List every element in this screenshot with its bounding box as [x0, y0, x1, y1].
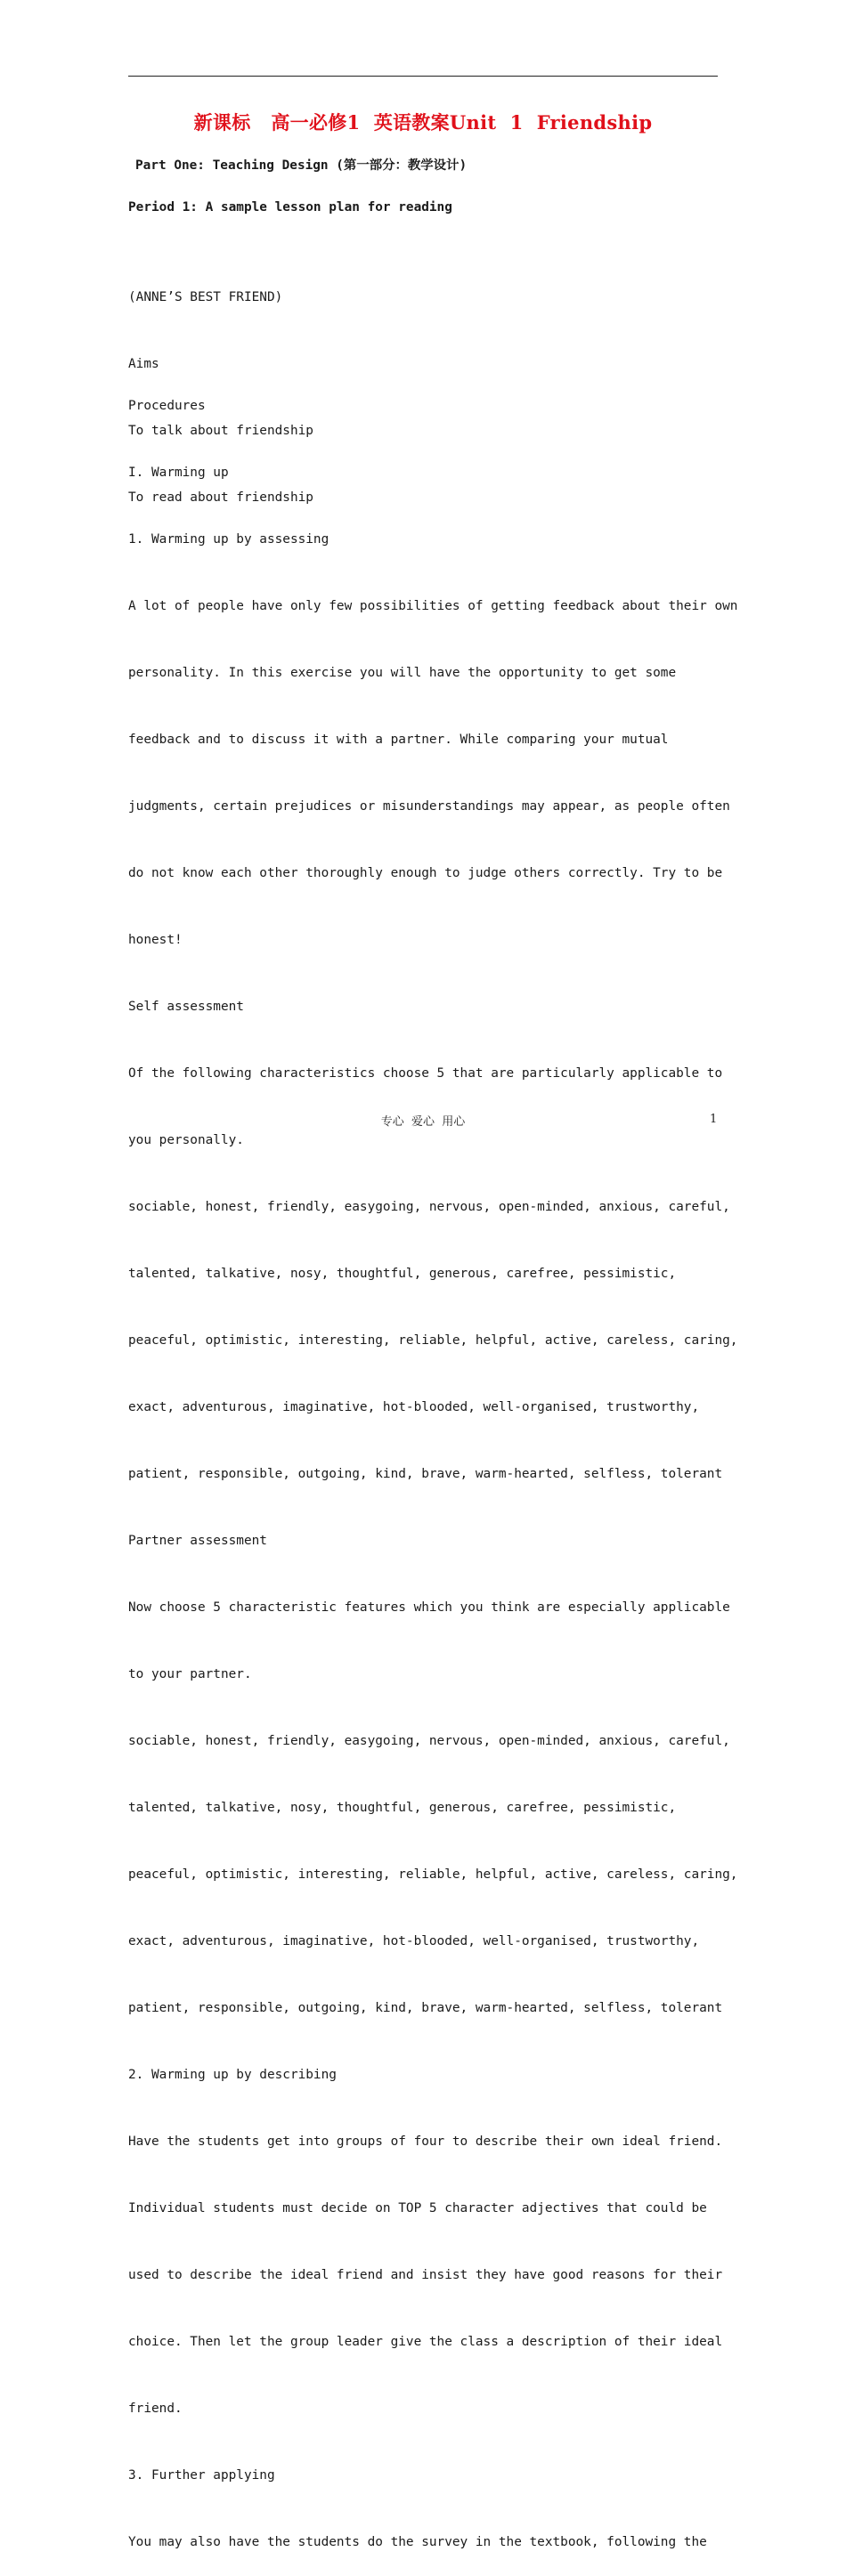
document-title: 新课标 高一必修1 英语教案Unit 1 Friendship	[193, 111, 653, 134]
text-line: Self assessment	[128, 1000, 244, 1014]
text-line: to your partner.	[128, 1667, 252, 1681]
text-line: A lot of people have only few possibilities of getting feedback about their own	[128, 599, 738, 613]
text-line: peaceful, optimistic, interesting, reliable, helpful, active, careless, caring,	[128, 1867, 738, 1882]
text-line: Of the following characteristics choose 5 that are particularly applicable to	[128, 1066, 723, 1081]
text-line: talented, talkative, nosy, thoughtful, generous, carefree, pessimistic,	[128, 1267, 677, 1281]
text-line: talented, talkative, nosy, thoughtful, generous, carefree, pessimistic,	[128, 1801, 677, 1815]
text-line: sociable, honest, friendly, easygoing, nervous, open-minded, anxious, careful,	[128, 1200, 730, 1214]
text-line: do not know each other thoroughly enough to judge others correctly. Try to be	[128, 866, 723, 880]
part-heading: Part One: Teaching Design (第一部分：教学设计)	[135, 158, 468, 173]
text-line: you personally.	[128, 1133, 244, 1147]
text-line: judgments, certain prejudices or misunderstandings may appear, as people often	[128, 799, 730, 814]
text-line: choice. Then let the group leader give the class a description of their ideal	[128, 2335, 723, 2349]
text-line: peaceful, optimistic, interesting, reliable, helpful, active, careless, caring,	[128, 1333, 738, 1348]
text-line: 2. Warming up by describing	[128, 2068, 337, 2082]
text-line: patient, responsible, outgoing, kind, brave, warm-hearted, selfless, tolerant	[128, 2001, 723, 2015]
text-line: Aims	[128, 357, 159, 371]
text-line: exact, adventurous, imaginative, hot-blooded, well-organised, trustworthy,	[128, 1400, 700, 1414]
text-line: I. Warming up	[128, 466, 229, 480]
text-line: Now choose 5 characteristic features which you think are especially applicable	[128, 1600, 730, 1615]
header-rule	[128, 76, 718, 77]
text-line: sociable, honest, friendly, easygoing, nervous, open-minded, anxious, careful,	[128, 1734, 730, 1748]
text-line: Partner assessment	[128, 1534, 267, 1548]
procedures-block	[128, 351, 738, 2576]
text-line: To read about friendship	[128, 490, 313, 505]
text-line: 3. Further applying	[128, 2468, 275, 2483]
text-line: You may also have the students do the survey in the textbook, following the	[128, 2535, 707, 2549]
page-footer: 专心 爱心 用心	[380, 1115, 466, 1129]
text-line: Procedures	[128, 399, 206, 413]
text-line: exact, adventurous, imaginative, hot-blooded, well-organised, trustworthy,	[128, 1934, 700, 1948]
period-heading: Period 1: A sample lesson plan for reading	[128, 200, 452, 215]
text-line: used to describe the ideal friend and insist they have good reasons for their	[128, 2268, 723, 2282]
text-line: Individual students must decide on TOP 5 character adjectives that could be	[128, 2201, 707, 2216]
text-line: Have the students get into groups of four to describe their own ideal friend.	[128, 2135, 723, 2149]
text-line: honest!	[128, 933, 183, 947]
text-line: 1. Warming up by assessing	[128, 532, 329, 547]
page-number: 1	[710, 1113, 718, 1126]
text-line: personality. In this exercise you will have the opportunity to get some	[128, 666, 677, 680]
text-line: patient, responsible, outgoing, kind, brave, warm-hearted, selfless, tolerant	[128, 1467, 723, 1481]
text-line: (ANNE’S BEST FRIEND)	[128, 290, 283, 304]
text-line: To talk about friendship	[128, 424, 313, 438]
text-line: feedback and to discuss it with a partner. While comparing your mutual	[128, 733, 669, 747]
text-line: friend.	[128, 2402, 183, 2416]
